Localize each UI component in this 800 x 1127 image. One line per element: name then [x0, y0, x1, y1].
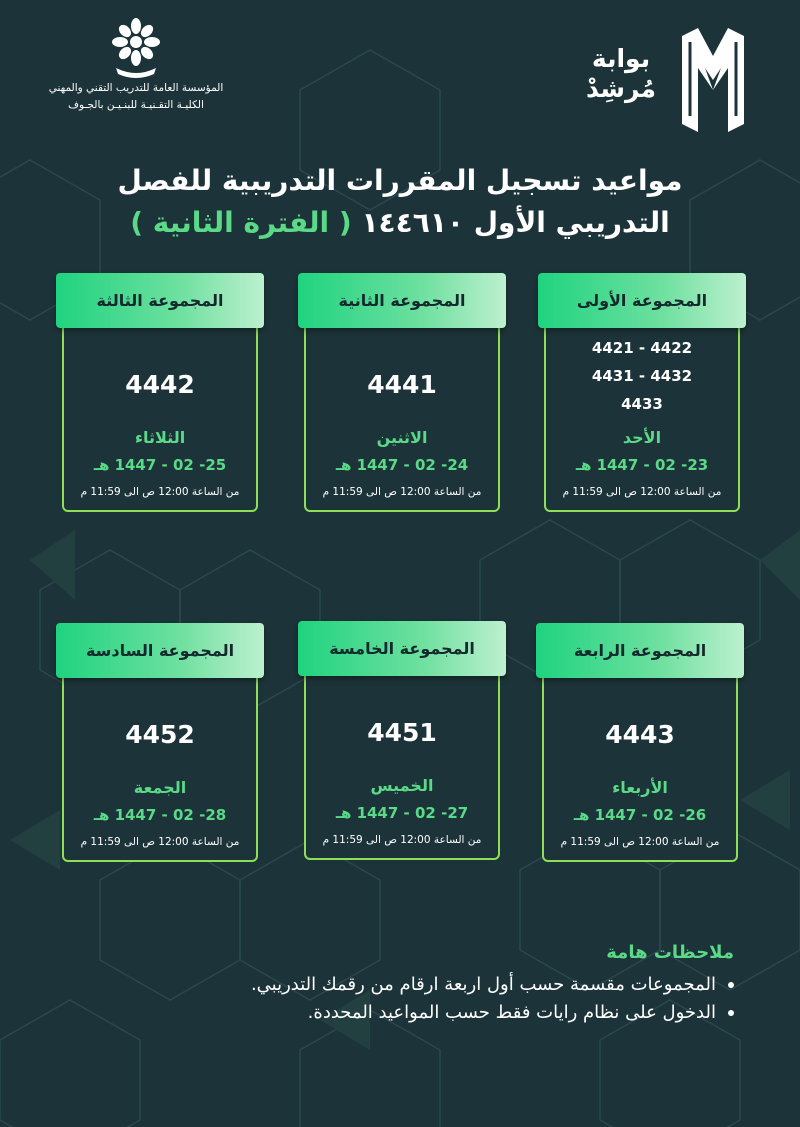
- group-date: 28- 02 - 1447 هـ: [93, 806, 227, 824]
- group-code: 4452: [125, 720, 195, 749]
- murshid-logo-text: [566, 44, 676, 104]
- group-code-line: 4433: [621, 395, 663, 413]
- title-line-2: [90, 202, 710, 244]
- murshid-portal-logo: [558, 28, 748, 138]
- group-code-line: 4421 - 4422: [591, 339, 693, 357]
- group-date: 24- 02 - 1447 هـ: [335, 456, 469, 474]
- group-time: من الساعة 12:00 ص الى 11:59 م: [560, 836, 720, 848]
- title-semester: التدريبي الأول ١٤٤٦١٠: [361, 206, 670, 239]
- group-time: من الساعة 12:00 ص الى 11:59 م: [80, 486, 240, 498]
- tvtc-college-logo: [36, 18, 236, 128]
- group-codes: [546, 334, 738, 418]
- group-code: 4441: [367, 370, 437, 399]
- star-emblem-icon: [108, 18, 164, 78]
- notes-list: [94, 971, 734, 1027]
- group-card-header: المجموعة السادسة: [56, 623, 264, 678]
- page-title: [90, 160, 710, 244]
- group-card-header: المجموعة الأولى: [538, 273, 746, 328]
- open-book-m-icon: [678, 28, 748, 132]
- note-item: المجموعات مقسمة حسب أول اربعة ارقام من رقمك التدريبي.: [94, 971, 716, 999]
- group-date: 26- 02 - 1447 هـ: [573, 806, 707, 824]
- group-code: 4442: [125, 370, 195, 399]
- group-date: 25- 02 - 1447 هـ: [93, 456, 227, 474]
- title-line-1: مواعيد تسجيل المقررات التدريبية للفصل: [117, 164, 683, 197]
- group-code: 4451: [367, 718, 437, 747]
- group-card-header: المجموعة الثالثة: [56, 273, 264, 328]
- brand-line-2: مُرشِدْ: [585, 74, 657, 103]
- group-date: 23- 02 - 1447 هـ: [575, 456, 709, 474]
- group-time: من الساعة 12:00 ص الى 11:59 م: [562, 486, 722, 498]
- group-card-5: [304, 622, 500, 860]
- group-day: الأربعاء: [612, 778, 668, 797]
- org-name: المؤسسة العامة للتدريب التقني والمهني: [48, 82, 224, 94]
- group-day: الخميس: [370, 776, 434, 795]
- group-card-header: المجموعة الثانية: [298, 273, 506, 328]
- note-item: الدخول على نظام رايات فقط حسب المواعيد المحددة.: [94, 999, 716, 1027]
- group-date: 27- 02 - 1447 هـ: [335, 804, 469, 822]
- group-day: الجمعة: [133, 778, 187, 797]
- college-name: الكليـة التقـنيـة للبنـيـن بالجـوف: [68, 99, 204, 111]
- group-time: من الساعة 12:00 ص الى 11:59 م: [322, 486, 482, 498]
- group-day: الاثنين: [376, 428, 428, 447]
- important-notes: [94, 942, 734, 1027]
- group-code-line: 4431 - 4432: [591, 367, 693, 385]
- notes-title: ملاحظات هامة: [606, 942, 734, 963]
- group-time: من الساعة 12:00 ص الى 11:59 م: [322, 834, 482, 846]
- group-day: الأحد: [622, 428, 662, 447]
- brand-line-1: بوابة: [591, 44, 651, 73]
- group-card-1: [544, 274, 740, 512]
- group-card-6: [62, 624, 258, 862]
- group-day: الثلاثاء: [134, 428, 186, 447]
- group-code: 4443: [605, 720, 675, 749]
- group-card-header: المجموعة الخامسة: [298, 621, 506, 676]
- group-card-4: [542, 624, 738, 862]
- group-card-header: المجموعة الرابعة: [536, 623, 744, 678]
- group-time: من الساعة 12:00 ص الى 11:59 م: [80, 836, 240, 848]
- group-card-3: [62, 274, 258, 512]
- title-period: ( الفترة الثانية ): [130, 206, 352, 239]
- group-card-2: [304, 274, 500, 512]
